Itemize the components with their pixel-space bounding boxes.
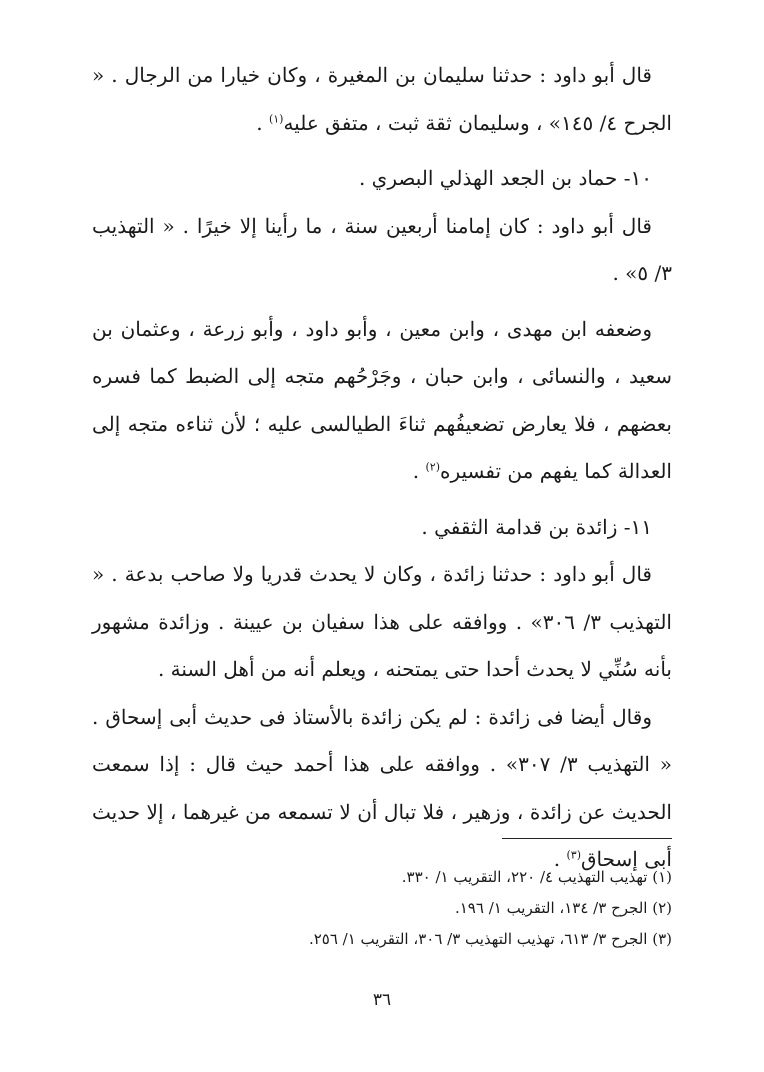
page-number: ٣٦	[372, 990, 392, 1010]
paragraph-tail: .	[256, 110, 269, 135]
main-text	[92, 52, 672, 884]
paragraph-text: وقال أيضا فى زائدة : لم يكن زائدة بالأستاذ فى حديث أبى إسحاق . « التهذيب ٣/ ٣٠٧» . ووافقه على هذا أحمد حيث قال : إذا سمعت الحديث عن زائدة ، وزهير ، فلا تبال أن لا تسمعه من غيرهما ، إلا حديث أبى إسحاق	[92, 704, 672, 871]
footnote-divider	[502, 838, 672, 839]
paragraph-tail: .	[412, 459, 426, 483]
paragraph-text: وضعفه ابن مهدى ، وابن معين ، وأبو داود ، وأبو زرعة ، وعثمان بن سعيد ، والنسائى ، وابن حبان ، وجَرْحُهم متجه إلى الضبط كما فسره بعضهم ، فلا يعارض تضعيفُهم ثناءَ الطيالسى عليه ؛ لأن ثناءه متجه إلى العدالة كما يفهم من تفسيره	[92, 316, 672, 483]
footnote-ref: (١)	[268, 111, 284, 125]
paragraph-zaida-abu-ishaq	[92, 694, 672, 884]
footnote-ref: (٢)	[425, 460, 440, 474]
section-heading-zaida: ١١- زائدة بن قدامة الثقفي .	[421, 514, 652, 539]
paragraph-hammad-quote: قال أبو داود : كان إمامنا أربعين سنة ، ما رأينا إلا خيرًا . « التهذيب ٣/ ٥» .	[92, 213, 672, 285]
footnote-2: (٢) الجرح ٣/ ١٣٤، التقريب ١/ ١٩٦.	[454, 899, 672, 917]
paragraph-hammad-weakness	[92, 306, 672, 496]
paragraph-tail: .	[553, 847, 567, 871]
footnote-ref: (٣)	[566, 848, 581, 862]
paragraph-zaida-quote: قال أبو داود : حدثنا زائدة ، وكان لا يحدث قدريا ولا صاحب بدعة . « التهذيب ٣/ ٣٠٦» . ووافقه على هذا سفيان بن عيينة . وزائدة مشهور بأنه سُنِّي لا يحدث أحدا حتى يمتحنه ، ويعلم أنه من أهل السنة .	[92, 562, 672, 681]
footnote-1: (١) تهذيب التهذيب ٤/ ٢٢٠، التقريب ١/ ٣٣٠.	[401, 868, 672, 886]
paragraph-text: قال أبو داود : حدثنا سليمان بن المغيرة ، وكان خيارا من الرجال . « الجرح ٤/ ١٤٥» ، وسليمان ثقة ثبت ، متفق عليه	[92, 63, 672, 135]
footnote-3: (٣) الجرح ٣/ ٦١٣، تهذيب التهذيب ٣/ ٣٠٦، التقريب ١/ ٢٥٦.	[308, 930, 672, 948]
paragraph-suleiman	[92, 52, 672, 147]
footnotes	[92, 862, 672, 955]
section-heading-hammad: ١٠- حماد بن الجعد الهذلي البصري .	[358, 166, 652, 190]
